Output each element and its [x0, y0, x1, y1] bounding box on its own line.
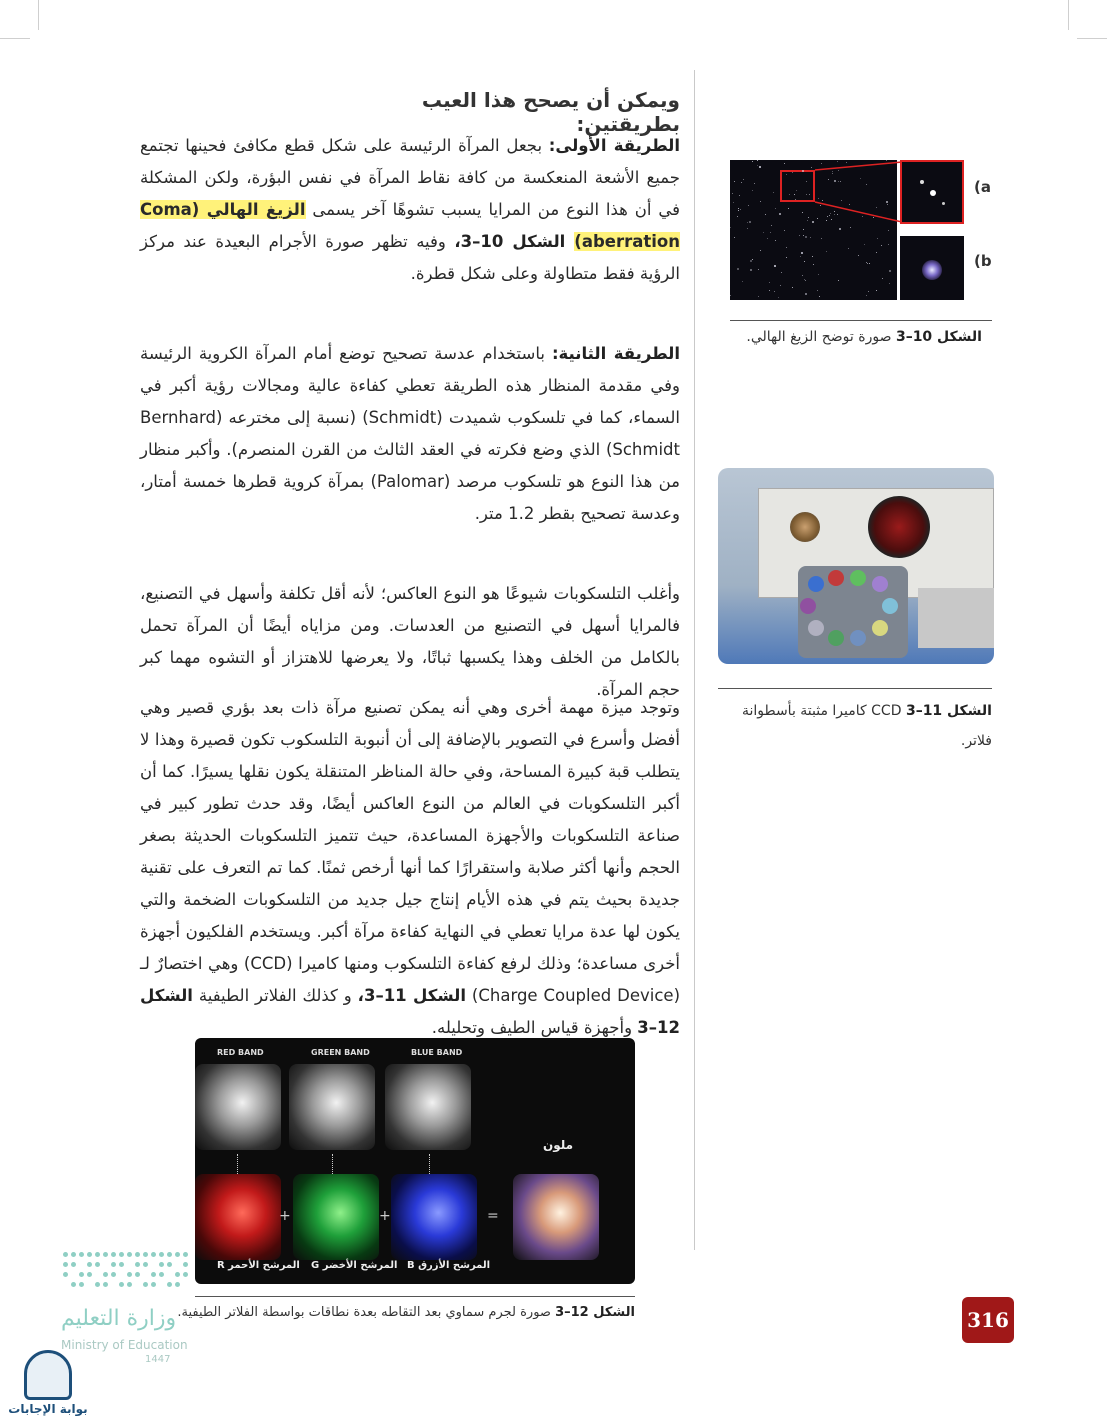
- logo-dot: [79, 1252, 84, 1257]
- logo-dot: [167, 1262, 172, 1267]
- coma-aberration-highlight: الزيغ الهالي (Coma aberration): [140, 200, 681, 251]
- method-2-text: باستخدام عدسة تصحيح توضع أمام المرآة الكروية الرئيسة وفي مقدمة المنظار هذه الطريقة تعطي كفاءة عالية ومجالات رؤية أكبر في السماء، كما في تلسكوب شميدت (Schmidt) (نسبة إلى مخترعه (Bernhard Schmidt) الذي وضع فكرته في العقد الثالث من القرن المنصرم). وأكبر منظار من هذا النوع هو تلسكوب مرصد (Palomar) بمرآة كروية قطرها خمسة أمتار، وعدسة تصحيح بقطر 1.2 متر.: [140, 344, 681, 523]
- paragraph-method-2: [140, 338, 680, 530]
- logo-dot: [159, 1252, 164, 1257]
- figure-10-caption: [730, 322, 982, 352]
- logo-dot: [127, 1272, 132, 1277]
- logo-dot: [111, 1262, 116, 1267]
- pen-badge-icon: [24, 1350, 72, 1400]
- logo-dot: [87, 1272, 92, 1277]
- galaxy-blue-band-gray: [385, 1064, 471, 1150]
- logo-dot: [95, 1262, 100, 1267]
- logo-dot: [159, 1272, 164, 1277]
- galaxy-red-band-gray: [195, 1064, 281, 1150]
- logo-dot: [127, 1282, 132, 1287]
- logo-dot: [119, 1262, 124, 1267]
- logo-dot: [159, 1262, 164, 1267]
- logo-dot: [71, 1252, 76, 1257]
- logo-dot: [151, 1282, 156, 1287]
- figure-12-caption: [150, 1298, 635, 1328]
- logo-dot: [167, 1282, 172, 1287]
- logo-dot: [63, 1272, 68, 1277]
- caption-rule: [195, 1296, 635, 1297]
- logo-dot: [71, 1282, 76, 1287]
- galaxy-red-filter: [195, 1174, 281, 1260]
- paragraph-4-text: وتوجد ميزة مهمة أخرى وهي أنه يمكن تصنيع مرآة ذات بعد بؤري قصير وهي أفضل وأسرع في التصوير بالإضافة إلى أن أنبوبة التلسكوب تكون قصيرة وهذا لا يتطلب قبة كبيرة المساحة، وفي حالة المناظر المتنقلة يكون نقلها يسيرًا. كما أن أكبر التلسكوبات في العالم من النوع العاكس أيضًا، وقد حدث تطور كبير في صناعة التلسكوبات والأجهزة المساعدة، حيث تتميز التلسكوبات الحديثة بصغر الحجم وأنها أكثر صلابة واستقرارًا كما أنها أرخص ثمنًا. كما تم التعرف على تقنية جديدة بحيث يتم في هذه الأيام إنتاج جيل جديد من التلسكوبات الضخمة والتي يكون لها عدة مرايا تعطي في النهاية كفاءة مرآة أكبر. ويستخدم الفلكيون أجهزة أخرى مساعدة؛ وذلك لرفع كفاءة التلسكوب ومنها كاميرا (CCD) وهي اختصارٌ لـ (Charge Coupled Device): [140, 698, 680, 1005]
- figure-12-filter-composite: [195, 1038, 635, 1284]
- logo-dot: [127, 1252, 132, 1257]
- filter-label-red: المرشح الأحمر R: [217, 1260, 300, 1271]
- logo-dot: [87, 1262, 92, 1267]
- page-number-badge: 316: [962, 1297, 1014, 1343]
- logo-dot: [103, 1282, 108, 1287]
- logo-dot: [79, 1282, 84, 1287]
- logo-dot: [95, 1282, 100, 1287]
- logo-dot: [111, 1272, 116, 1277]
- watermark-logo: [2, 1350, 94, 1427]
- sub-label-a: (a: [974, 178, 991, 196]
- galaxy-colored-composite: [513, 1174, 599, 1260]
- figure-11-reference: الشكل 11–3،: [357, 986, 467, 1005]
- ministry-arabic-name: وزارة التعليم: [61, 1306, 177, 1331]
- method-1-label: الطريقة الأولى:: [548, 136, 680, 155]
- logo-dot: [183, 1272, 188, 1277]
- logo-dot: [175, 1272, 180, 1277]
- arrow-down: [429, 1154, 430, 1174]
- watermark-text: بوابة الإجابات: [8, 1402, 88, 1416]
- arrow-down: [237, 1154, 238, 1174]
- logo-dot: [143, 1252, 148, 1257]
- figure-10-caption-text: صورة توضح الزيغ الهالي.: [746, 329, 896, 345]
- logo-dot: [87, 1252, 92, 1257]
- filter-label-blue: المرشح الأزرق B: [407, 1260, 491, 1271]
- band-label-blue: BLUE BAND: [411, 1048, 463, 1057]
- logo-dot: [95, 1252, 100, 1257]
- figure-11-caption: [718, 696, 992, 756]
- paragraph-reflector-advantages: وأغلب التلسكوبات شيوعًا هو النوع العاكس؛ لأنه أقل تكلفة وأسهل في التصنيع، فالمرايا أسهل في التصنيع من العدسات. ومن مزاياه أيضًا أن المرآة تحمل بالكامل من الخلف وهذا يكسبها ثباتًا، ولا يعرضها للاهتزاز أو التشوه مهما كبر حجم المرآة.: [140, 584, 680, 699]
- caption-rule: [718, 688, 992, 689]
- logo-dot: [175, 1252, 180, 1257]
- logo-dot: [135, 1272, 140, 1277]
- logo-dot: [63, 1262, 68, 1267]
- galaxy-blue-filter: [391, 1174, 477, 1260]
- plus-sign: +: [279, 1208, 291, 1224]
- logo-dot: [151, 1272, 156, 1277]
- logo-dot: [119, 1252, 124, 1257]
- logo-dot: [135, 1262, 140, 1267]
- figure-11-caption-text: CCD كاميرا مثبتة بأسطوانة فلاتر.: [741, 703, 992, 749]
- ministry-english-name: Ministry of Education: [61, 1338, 188, 1352]
- logo-dot: [71, 1262, 76, 1267]
- logo-dot: [63, 1252, 68, 1257]
- figure-12-caption-ref: الشكل 12–3: [555, 1305, 635, 1320]
- inset-image-a: [900, 160, 964, 224]
- paragraph-4-text-end: وأجهزة قياس الطيف وتحليله.: [431, 1018, 638, 1037]
- logo-dot: [151, 1252, 156, 1257]
- logo-dot: [79, 1272, 84, 1277]
- method-2-label: الطريقة الثانية:: [551, 344, 681, 363]
- figure-10-reference: الشكل 10–3،: [454, 232, 575, 251]
- logo-dot: [175, 1282, 180, 1287]
- galaxy-green-filter: [293, 1174, 379, 1260]
- arrow-down: [332, 1154, 333, 1174]
- method-1-text: بجعل المرآة الرئيسة على شكل قطع مكافئ فحينها تجتمع جميع الأشعة المنعكسة من كافة نقاط المرآة في نفس البؤرة، ولكن المشكلة في أن هذا النوع من المرايا يسبب تشوهًا آخر يسمى: [140, 136, 680, 219]
- logo-dot: [119, 1282, 124, 1287]
- paragraph-focal-length: [140, 692, 680, 1044]
- sub-label-b: (b: [974, 252, 992, 270]
- band-label-red: RED BAND: [217, 1048, 264, 1057]
- equals-sign: =: [487, 1208, 499, 1224]
- galaxy-green-band-gray: [289, 1064, 375, 1150]
- ministry-dots-icon: [63, 1252, 203, 1296]
- inset-image-b: [900, 236, 964, 300]
- section-heading: ويمكن أن يصحح هذا العيب بطريقتين:: [421, 88, 680, 136]
- filter-label-green: المرشح الأخضر G: [311, 1260, 398, 1271]
- logo-dot: [111, 1252, 116, 1257]
- figure-11-caption-ref: الشكل 11–3: [905, 703, 992, 719]
- paragraph-4-text-mid: و كذلك الفلاتر الطيفية: [192, 986, 358, 1005]
- logo-dot: [143, 1282, 148, 1287]
- figure-10-caption-ref: الشكل 10–3: [895, 329, 982, 345]
- figure-12-reference: الشكل 12–3: [140, 986, 680, 1037]
- caption-rule: [730, 320, 992, 321]
- logo-dot: [183, 1262, 188, 1267]
- ministry-year: 1447: [145, 1354, 171, 1365]
- logo-dot: [183, 1252, 188, 1257]
- logo-dot: [167, 1252, 172, 1257]
- logo-dot: [103, 1272, 108, 1277]
- plus-sign: +: [379, 1208, 391, 1224]
- figure-11-ccd-camera-photo: [718, 468, 994, 664]
- figure-12-caption-text: صورة لجرم سماوي بعد التقاطه بعدة نطاقات بواسطة الفلاتر الطيفية.: [177, 1305, 556, 1320]
- logo-dot: [103, 1252, 108, 1257]
- band-label-green: GREEN BAND: [311, 1048, 370, 1057]
- logo-dot: [143, 1262, 148, 1267]
- method-1-text-end: وفيه تظهر صورة الأجرام البعيدة عند مركز الرؤية فقط متطاولة وعلى شكل قطرة.: [140, 232, 680, 283]
- colored-label: ملون: [543, 1138, 574, 1152]
- logo-dot: [135, 1252, 140, 1257]
